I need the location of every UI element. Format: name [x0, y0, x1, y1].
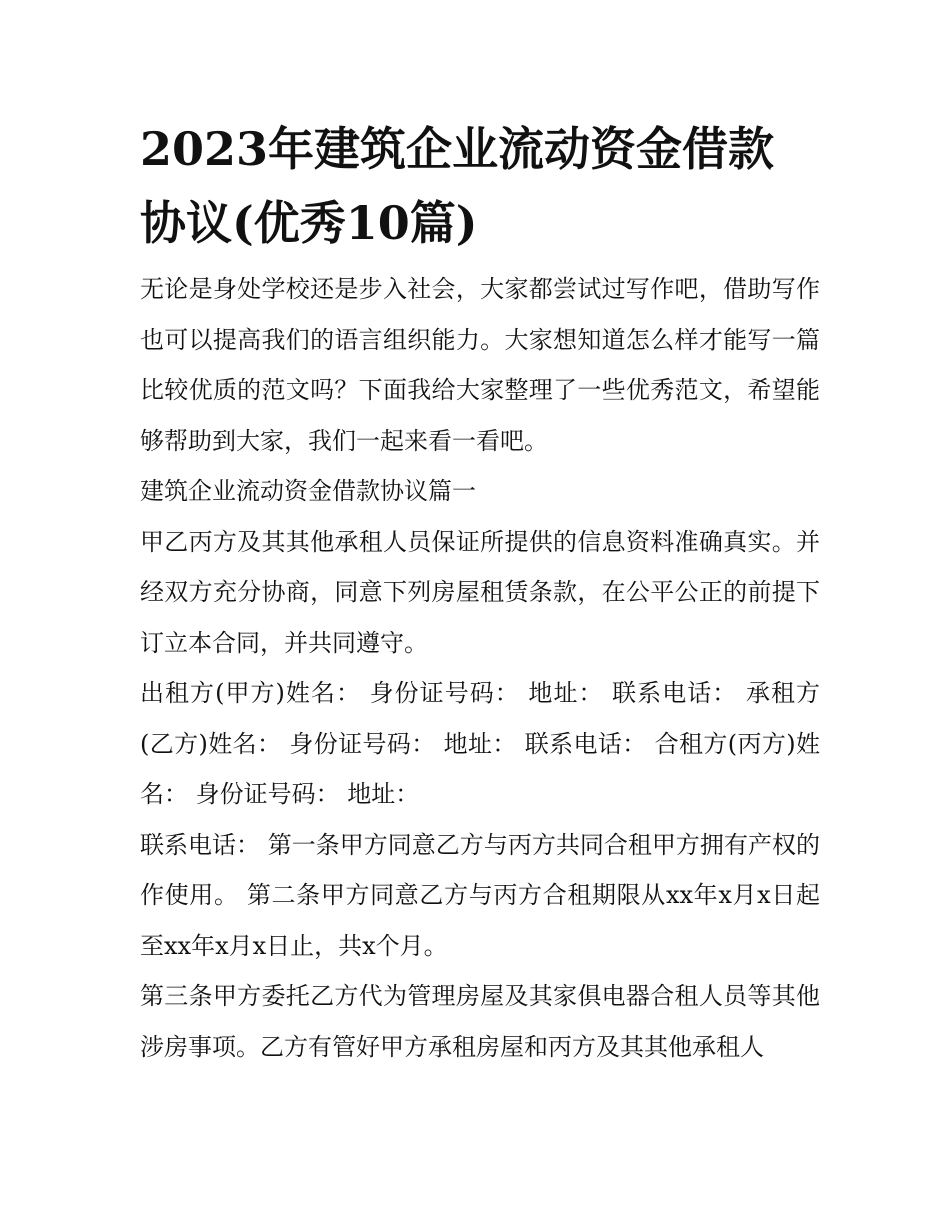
body-paragraph: 出租方(甲方)姓名： 身份证号码： 地址： 联系电话： 承租方(乙方)姓名： 身份证号码： 地址： 联系电话： 合租方(丙方)姓名： 身份证号码： 地址： [140, 679, 820, 808]
body-paragraph: 联系电话： 第一条甲方同意乙方与丙方共同合租甲方拥有产权的作使用。 第二条甲方同意乙方与丙方合租期限从xx年x月x日起至xx年x月x日止，共x个月。 [140, 830, 820, 960]
intro-paragraph: 无论是身处学校还是步入社会，大家都尝试过写作吧，借助写作也可以提高我们的语言组织能力。大家想知道怎么样才能写一篇比较优质的范文吗？下面我给大家整理了一些优秀范文，希望能够帮助到大家，我们一起来看一看吧。 [140, 275, 820, 455]
body-paragraph: 甲乙丙方及其其他承租人员保证所提供的信息资料准确真实。并经双方充分协商，同意下列房屋租赁条款，在公平公正的前提下订立本合同，并共同遵守。 [140, 527, 820, 657]
document-title: 2023年建筑企业流动资金借款协议(优秀10篇) [140, 122, 775, 250]
section-heading: 建筑企业流动资金借款协议篇一 [140, 477, 476, 505]
body-paragraph: 第三条甲方委托乙方代为管理房屋及其家俱电器合租人员等其他涉房事项。乙方有管好甲方承租房屋和丙方及其其他承租人 [140, 982, 820, 1061]
document-page [140, 112, 820, 1072]
